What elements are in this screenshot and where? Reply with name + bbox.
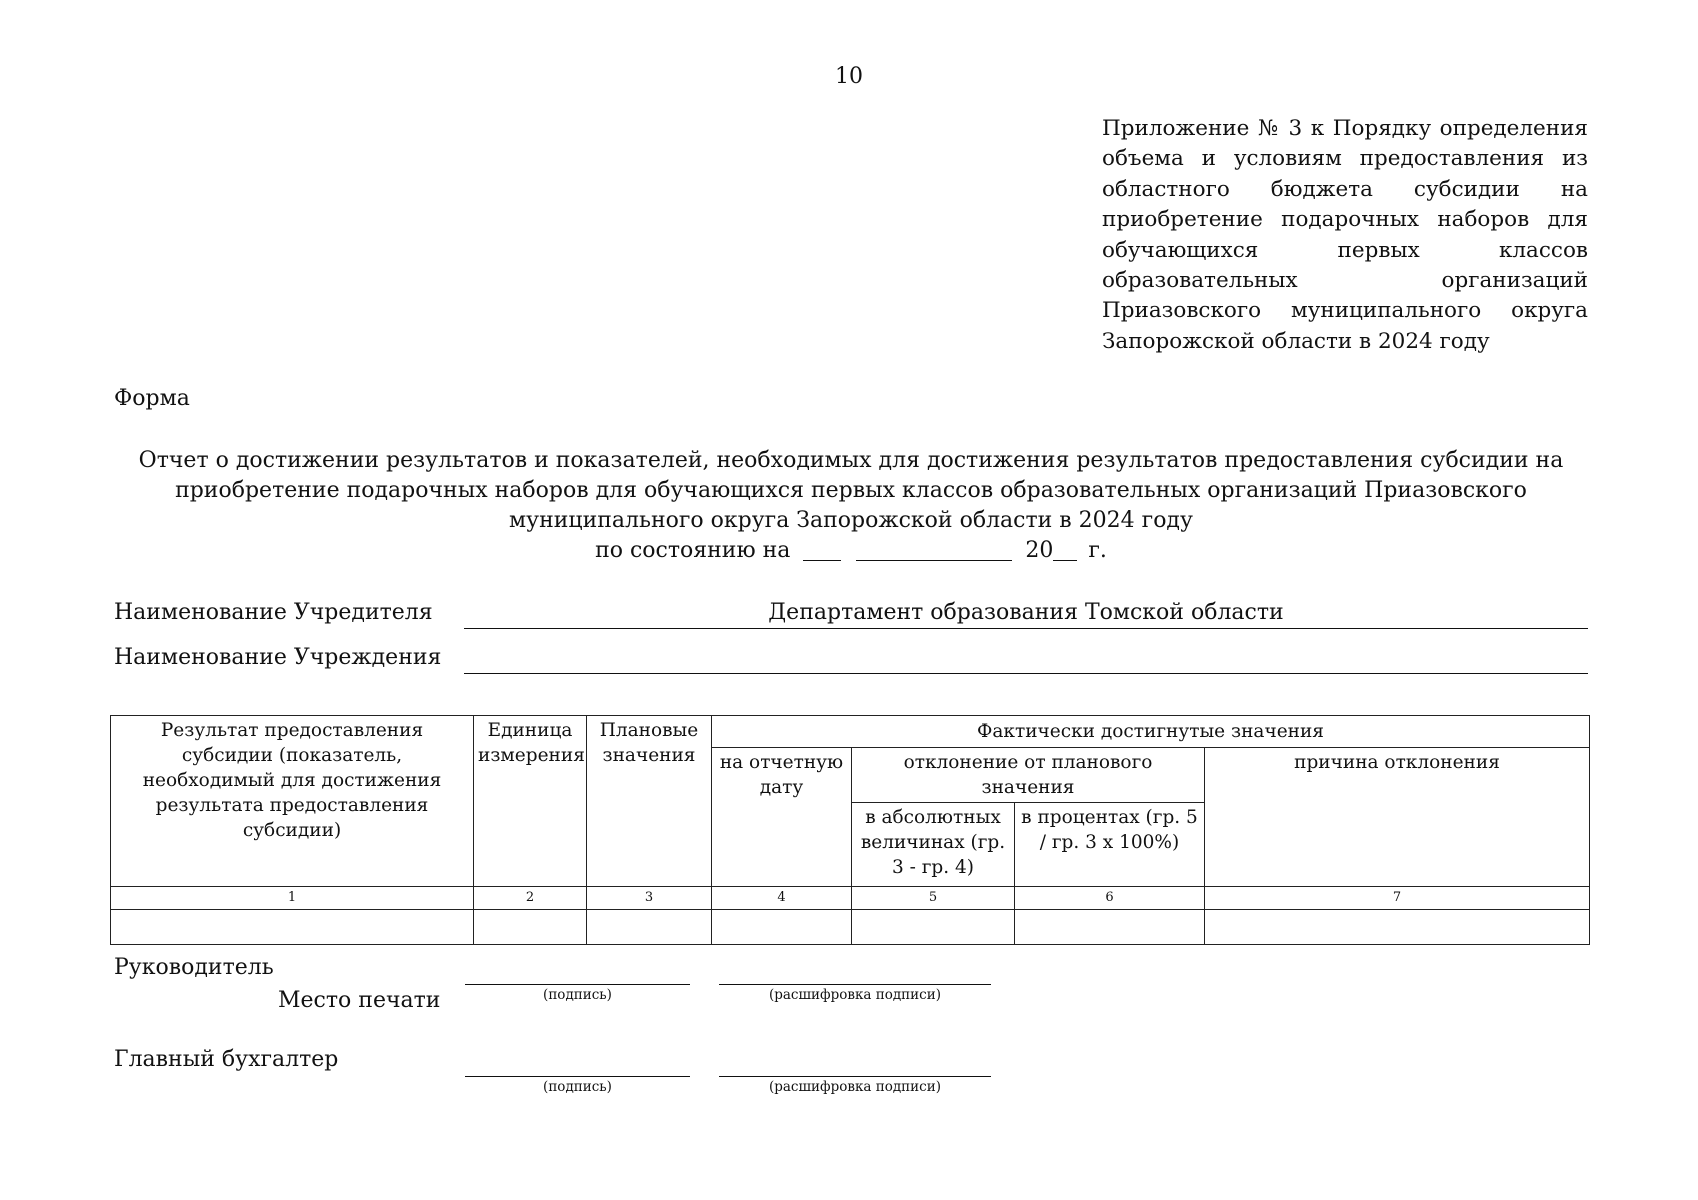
report-table: [110, 715, 1590, 945]
header-unit: Единица измерения: [474, 716, 587, 887]
report-title-line-3: муниципального округа Запорожской области в 2024 году: [509, 508, 1193, 533]
column-number: 6: [1015, 887, 1205, 910]
institution-label: Наименование Учреждения: [114, 645, 442, 670]
day-blank[interactable]: [803, 538, 841, 561]
report-title: [114, 446, 1588, 566]
cell-report-date[interactable]: [712, 910, 852, 945]
report-title-line-1: Отчет о достижении результатов и показателей, необходимых для достижения результатов предоставления субсидии на: [138, 448, 1564, 473]
founder-label: Наименование Учредителя: [114, 600, 433, 625]
header-deviation: отклонение от планового значения: [852, 748, 1205, 803]
cell-absolute[interactable]: [852, 910, 1015, 945]
cell-unit[interactable]: [474, 910, 587, 945]
header-plan: Плановые значения: [587, 716, 712, 887]
accountant-signature-caption: (подпись): [543, 1079, 612, 1095]
head-signature-caption: (подпись): [543, 987, 612, 1003]
column-number: 2: [474, 887, 587, 910]
accountant-decoding-line[interactable]: [719, 1075, 991, 1077]
column-number: 1: [111, 887, 474, 910]
cell-result[interactable]: [111, 910, 474, 945]
founder-field[interactable]: Департамент образования Томской области: [464, 600, 1588, 629]
head-decoding-line[interactable]: [719, 983, 991, 985]
header-percent: в процентах (гр. 5 / гр. 3 х 100%): [1015, 803, 1205, 887]
header-reason: причина отклонения: [1205, 748, 1590, 887]
institution-field[interactable]: [464, 645, 1588, 674]
column-number: 5: [852, 887, 1015, 910]
month-blank[interactable]: [856, 538, 1012, 561]
year-suffix: г.: [1088, 538, 1107, 563]
header-actual: Фактически достигнутые значения: [712, 716, 1590, 748]
cell-plan[interactable]: [587, 910, 712, 945]
accountant-label: Главный бухгалтер: [114, 1047, 339, 1072]
table-row: [111, 910, 1590, 945]
column-number: 3: [587, 887, 712, 910]
head-signature-line[interactable]: [465, 983, 690, 985]
seal-label: Место печати: [278, 988, 441, 1013]
head-decoding-caption: (расшифровка подписи): [768, 987, 942, 1003]
header-absolute: в абсолютных величинах (гр. 3 - гр. 4): [852, 803, 1015, 887]
page-number: 10: [835, 64, 863, 89]
year-blank[interactable]: [1053, 538, 1077, 561]
header-result: Результат предоставления субсидии (показатель, необходимый для достижения результата предоставления субсидии): [111, 716, 474, 887]
accountant-signature-line[interactable]: [465, 1075, 690, 1077]
accountant-decoding-caption: (расшифровка подписи): [768, 1079, 942, 1095]
head-label: Руководитель: [114, 955, 274, 980]
year-prefix: 20: [1025, 538, 1054, 563]
column-number: 7: [1205, 887, 1590, 910]
column-number: 4: [712, 887, 852, 910]
cell-percent[interactable]: [1015, 910, 1205, 945]
form-label: Форма: [114, 386, 190, 411]
report-date-line: [114, 536, 1588, 566]
report-title-line-2: приобретение подарочных наборов для обучающихся первых классов образовательных организаций Приазовского: [175, 478, 1527, 503]
date-prefix: по состоянию на: [595, 538, 791, 563]
appendix-note: Приложение № 3 к Порядку определения объема и условиям предоставления из областного бюджета субсидии на приобретение подарочных наборов для обучающихся первых классов образовательных организаций Приазовского муниципального округа Запорожской области в 2024 году: [1102, 116, 1588, 354]
cell-reason[interactable]: [1205, 910, 1590, 945]
header-report-date: на отчетную дату: [712, 748, 852, 887]
